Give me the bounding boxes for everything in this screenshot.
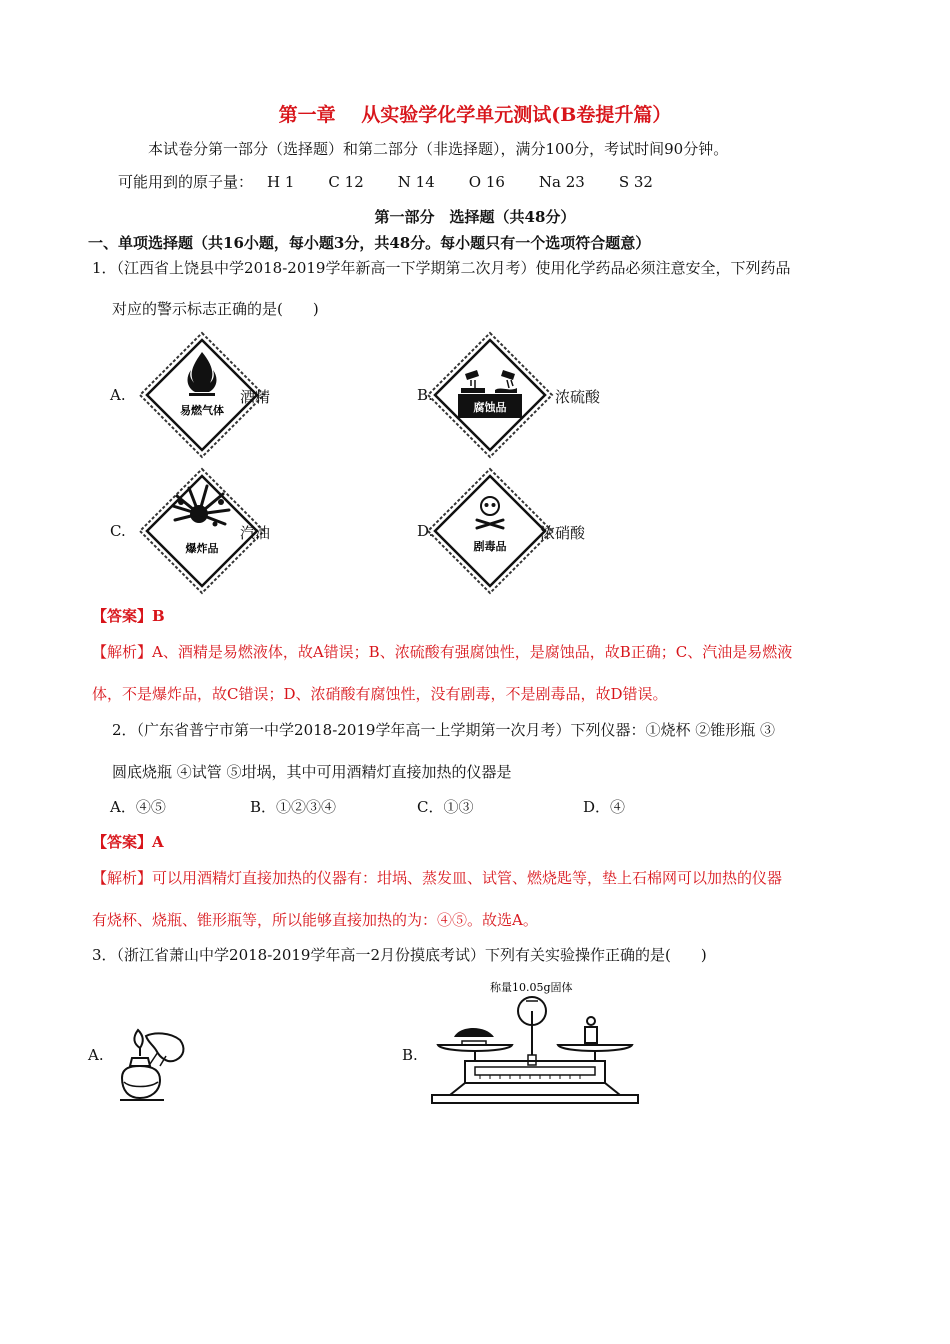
q1-analysis-line2: 体，不是爆炸品，故C错误；D、浓硝酸有腐蚀性，没有剧毒，不是剧毒品，故D错误。 [92,685,668,703]
intro-text: 本试卷分第一部分（选择题）和第二部分（非选择题），满分100分，考试时间90分钟。 [148,140,729,158]
sign-text: 腐蚀品 [473,401,507,414]
part1-heading: 第一部分 选择题（共48分） [374,208,576,226]
q2-option-a: A．④⑤ [110,798,166,816]
corrosive-sign-icon [425,330,555,460]
q1-option-a-label: 酒精 [240,388,271,406]
atom-o: O 16 [468,173,505,191]
q2-analysis-line2: 有烧杯、烧瓶、锥形瓶等，所以能够直接加热的为：④⑤。故选A。 [92,911,538,929]
q1-answer: 【答案】B [92,607,165,625]
q2-stem-line1: 2．（广东省普宁市第一中学2018-2019学年高一上学期第一次月考）下列仪器：①烧杯 ②锥形瓶 ③ [112,721,775,739]
q1-option-d-label: 浓硝酸 [540,524,586,542]
q1-option-d-letter: D. [417,522,434,540]
atom-c: C 12 [328,173,364,191]
atoms-label: 可能用到的原子量： [118,173,254,191]
sign-text: 易燃气体 [180,404,224,417]
q2-option-d: D．④ [583,798,626,816]
atomic-masses [118,172,687,192]
atom-n: N 14 [397,173,435,191]
skull-sign-icon [425,466,555,596]
q3-stem: 3．（浙江省萧山中学2018-2019学年高一2月份摸底考试）下列有关实验操作正确的是( ) [92,946,707,964]
section1-heading: 一、单项选择题（共16小题，每小题3分，共48分。每小题只有一个选项符合题意） [88,234,651,252]
corrosive-sign [425,330,555,460]
sign-text: 爆炸品 [185,542,219,555]
q1-option-a-letter: A. [110,386,126,404]
q1-stem-line1: 1．（江西省上饶县中学2018-2019学年新高一下学期第二次月考）使用化学药品必须注意安全，下列药品 [92,259,791,277]
q1-option-b-label: 浓硫酸 [555,388,601,406]
balance-caption: 称量10.05g固体 [490,981,573,994]
q1-option-b-letter: B. [417,386,433,404]
balance-scale-icon [430,975,640,1110]
balance-figure [430,975,640,1110]
alcohol-lamp-figure [110,1022,190,1108]
atom-h: H 1 [267,173,295,191]
q1-option-c-letter: C. [110,522,126,540]
page-title: 第一章 从实验学化学单元测试(B卷提升篇） [278,104,672,126]
toxic-sign [425,466,555,596]
q2-analysis-line1: 【解析】可以用酒精灯直接加热的仪器有：坩埚、蒸发皿、试管、燃烧匙等，垫上石棉网可以加热的仪器 [92,869,783,887]
q1-analysis-line1: 【解析】A、酒精是易燃液体，故A错误；B、浓硫酸有强腐蚀性，是腐蚀品，故B正确；C、汽油是易燃液 [92,643,793,661]
alcohol-lamp-icon [110,1022,190,1108]
q2-option-c: C．①③ [417,798,474,816]
q2-option-b: B．①②③④ [250,798,337,816]
sign-text: 剧毒品 [473,540,507,553]
q2-stem-line2: 圆底烧瓶 ④试管 ⑤坩埚，其中可用酒精灯直接加热的仪器是 [112,763,512,781]
atom-na: Na 23 [538,173,585,191]
q3-option-a-letter: A. [88,1046,104,1064]
q1-stem-line2: 对应的警示标志正确的是( ) [112,300,319,318]
q3-option-b-letter: B. [402,1046,418,1064]
atom-s: S 32 [618,173,653,191]
q2-answer: 【答案】A [92,833,164,851]
q1-option-c-label: 汽油 [240,524,271,542]
